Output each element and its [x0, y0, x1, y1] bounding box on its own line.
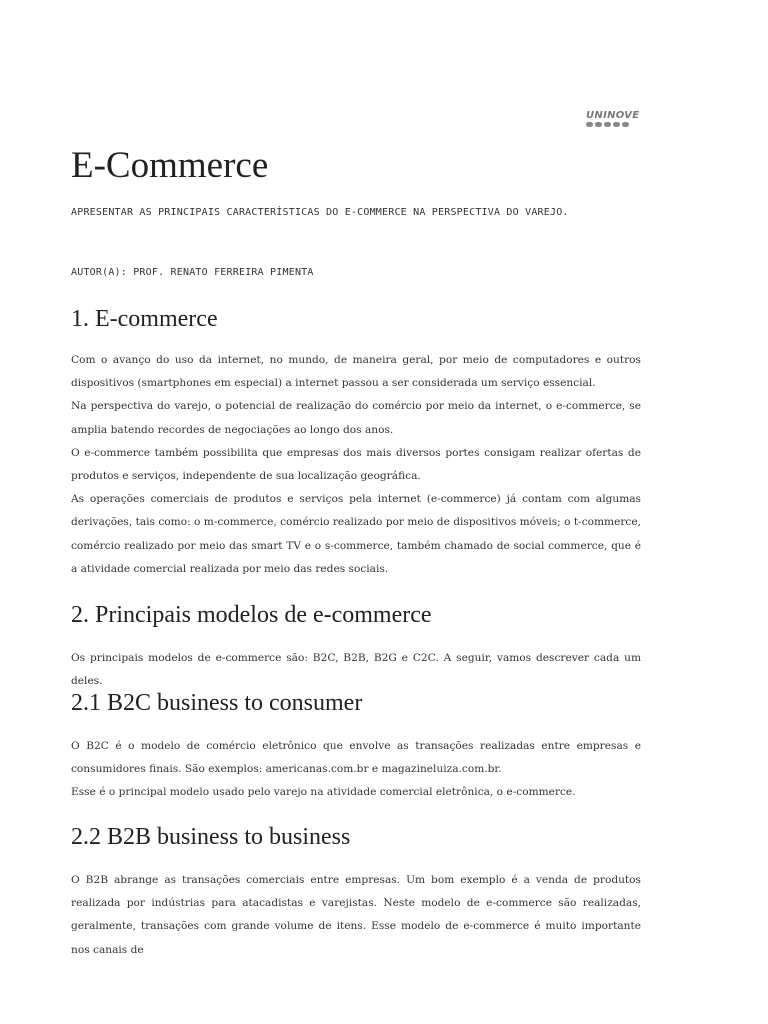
uninove-logo	[586, 110, 639, 127]
paragraph: Os principais modelos de e-commerce são: B2C, B2B, B2G e C2C. A seguir, vamos descrever cada um deles.	[71, 652, 641, 688]
paragraph: O e-commerce também possibilita que empresas dos mais diversos portes consigam realizar ofertas de produtos e serviços, independente de sua localização geográfica.	[71, 446, 641, 483]
author-line: AUTOR(A): PROF. RENATO FERREIRA PIMENTA	[71, 267, 314, 278]
section-heading-2: 2. Principais modelos de e-commerce	[71, 602, 432, 628]
section-heading-2-1: 2.1 B2C business to consumer	[71, 690, 363, 716]
page-title: E-Commerce	[71, 145, 269, 186]
section-body-2-1	[71, 735, 641, 805]
section-heading-2-2: 2.2 B2B business to business	[71, 824, 351, 850]
section-body-2	[71, 647, 641, 693]
section-body-2-2	[71, 869, 641, 962]
page-subtitle: APRESENTAR AS PRINCIPAIS CARACTERÍSTICAS DO E-COMMERCE NA PERSPECTIVA DO VAREJO.	[71, 207, 569, 218]
paragraph: As operações comerciais de produtos e serviços pela internet (e-commerce) já contam com algumas derivações, tais como: o m-commerce, comércio realizado por meio de dispositivos móveis; o t-commerce, comércio realizado por meio das smart TV e o s-commerce, também chamado de social commerce, que é a atividade comercial realizada por meio das redes sociais.	[71, 493, 641, 575]
paragraph: O B2B abrange as transações comerciais entre empresas. Um bom exemplo é a venda de produtos realizada por indústrias para atacadistas e varejistas. Neste modelo de e-commerce são realizadas, geralmente, transações com grande volume de itens. Esse modelo de e-commerce é muito importante nos canais de	[71, 874, 641, 956]
paragraph: Com o avanço do uso da internet, no mundo, de maneira geral, por meio de computadores e outros dispositivos (smartphones em especial) a internet passou a ser considerada um serviço essencial.	[71, 354, 641, 390]
paragraph: O B2C é o modelo de comércio eletrônico que envolve as transações realizadas entre empresas e consumidores finais. São exemplos: americanas.com.br e magazineluiza.com.br.	[71, 740, 641, 776]
section-body-1	[71, 349, 641, 581]
logo-text: UNINOVE	[586, 110, 640, 121]
section-heading-1: 1. E-commerce	[71, 306, 218, 332]
paragraph: Esse é o principal modelo usado pelo varejo na atividade comercial eletrônica, o e-commerce.	[71, 786, 576, 799]
logo-dots-icon	[586, 122, 639, 127]
paragraph: Na perspectiva do varejo, o potencial de realização do comércio por meio da internet, o e-commerce, se amplia batendo recordes de negociações ao longo dos anos.	[71, 400, 641, 436]
